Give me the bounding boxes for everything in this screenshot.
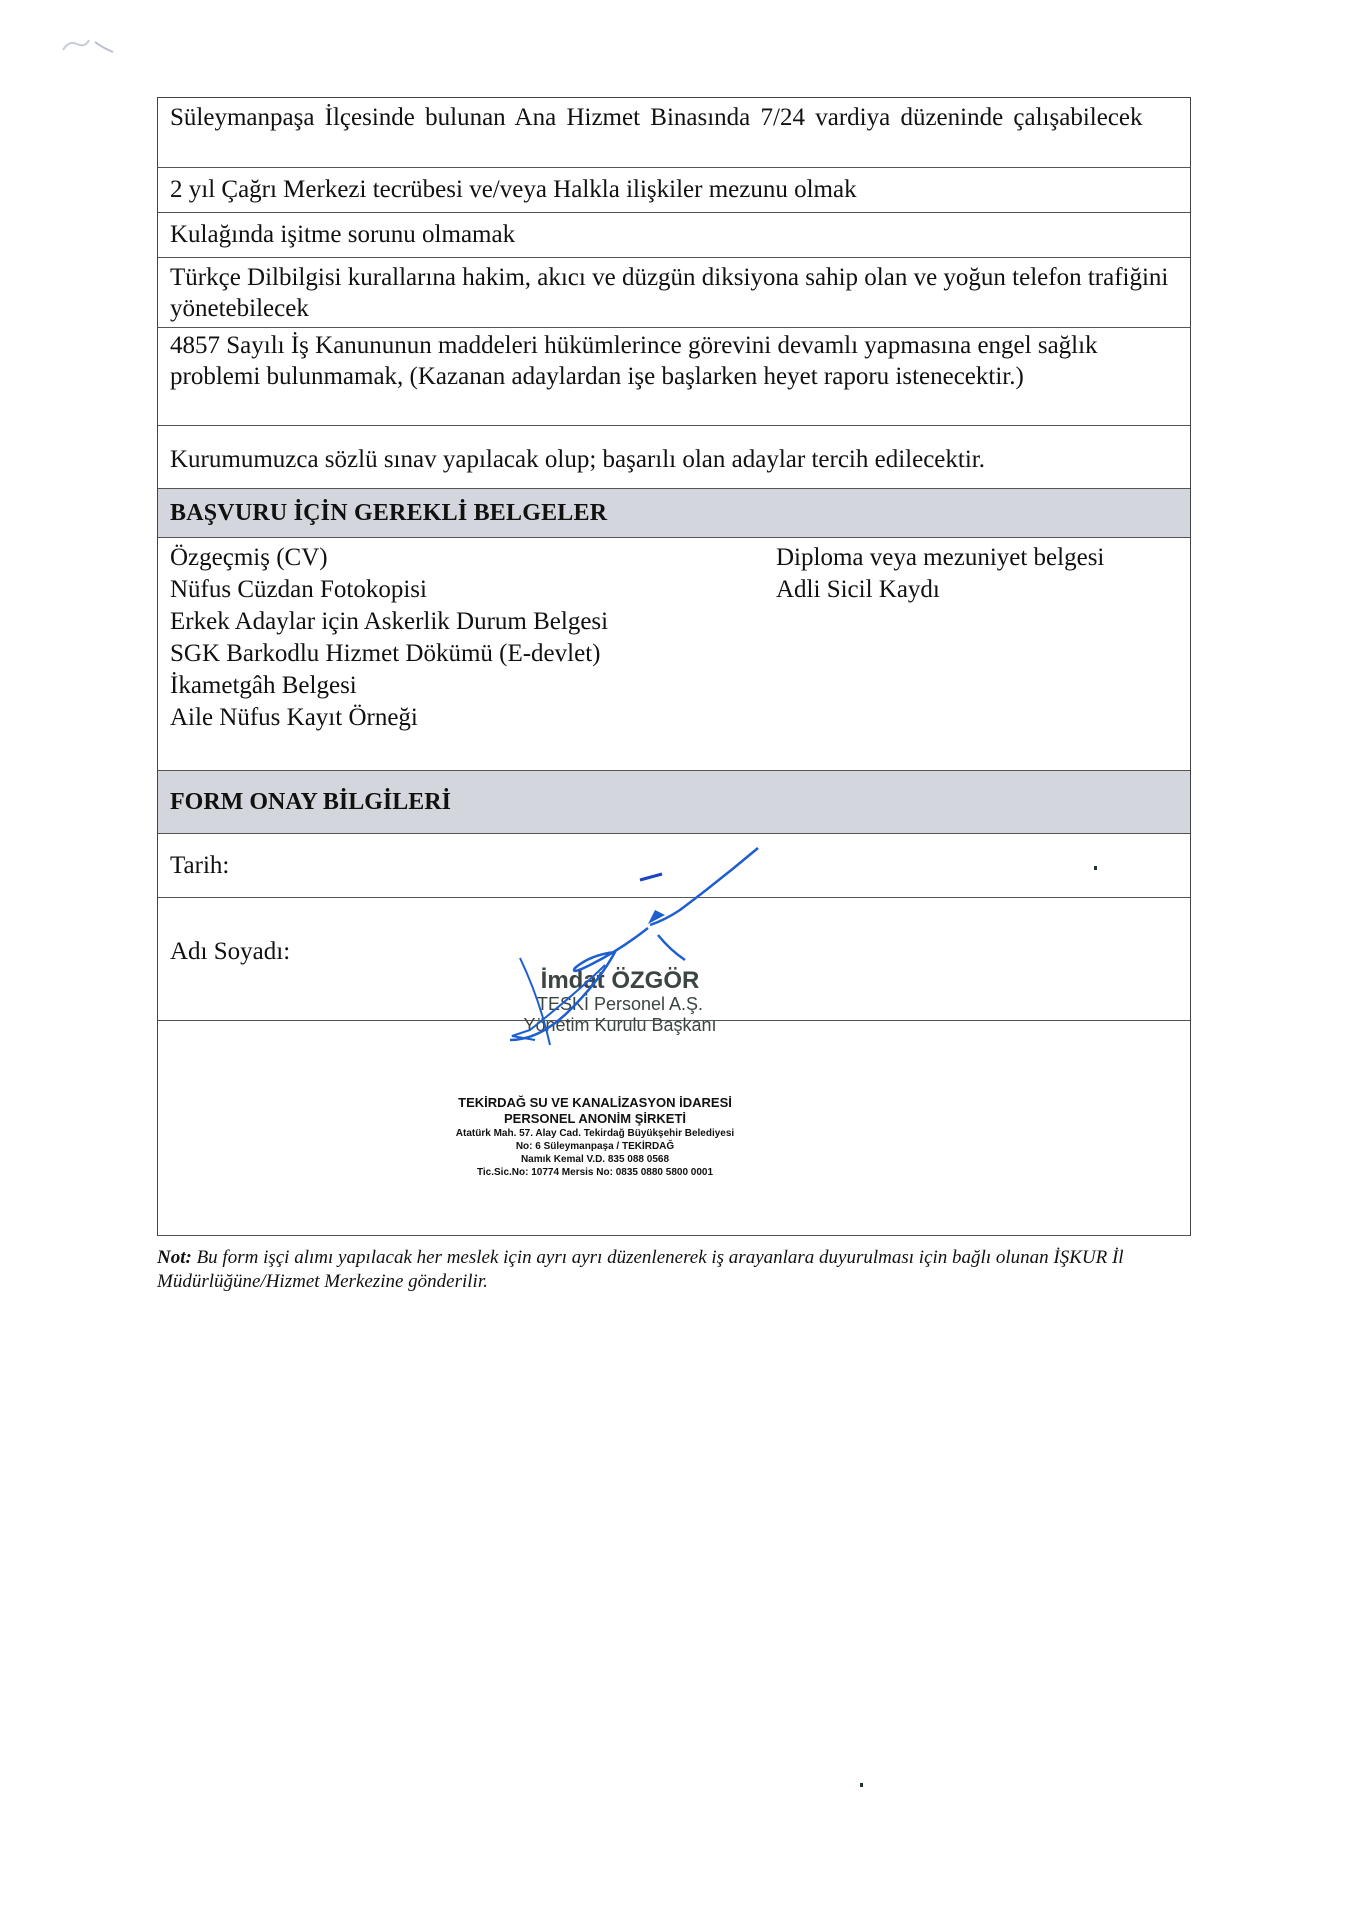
scan-artifact-mark — [55, 28, 125, 58]
stamp-line: Tic.Sic.No: 10774 Mersis No: 0835 0880 5800 0001 — [476, 1167, 714, 1178]
requirement-row — [158, 426, 1190, 489]
requirement-row — [158, 328, 1190, 426]
document-item: İkametgâh Belgesi — [170, 672, 357, 699]
scan-speck — [860, 1783, 863, 1787]
document-item: Aile Nüfus Kayıt Örneği — [170, 704, 418, 731]
name-label: Adı Soyadı: — [170, 938, 291, 965]
section-title: BAŞVURU İÇİN GEREKLİ BELGELER — [170, 500, 608, 526]
requirement-text: Kurumumuzca sözlü sınav yapılacak olup; başarılı olan adaylar tercih edilecektir. — [170, 446, 985, 473]
document-item: Adli Sicil Kaydı — [776, 576, 940, 603]
document-item: Özgeçmiş (CV) — [170, 544, 328, 571]
signatory-company: TESKİ Personel A.Ş. — [536, 994, 704, 1014]
footnote-label: Not: — [157, 1247, 192, 1268]
documents-column-2 — [776, 542, 1178, 770]
requirement-text: Süleymanpaşa İlçesinde bulunan Ana Hizmet Binasında 7/24 vardiya düzeninde çalışabilecek — [170, 104, 1143, 131]
footnote-text: Bu form işçi alımı yapılacak her meslek için ayrı ayrı düzenlenerek iş arayanlara duyurulması için bağlı olunan İŞKUR İl Müdürlüğüne/Hizmet Merkezine gönderilir. — [157, 1247, 1124, 1292]
stamp-line: PERSONEL ANONİM ŞİRKETİ — [503, 1111, 687, 1126]
signatory-name: İmdat ÖZGÖR — [540, 967, 700, 994]
requirement-row — [158, 168, 1190, 213]
requirement-row — [158, 258, 1190, 328]
date-label: Tarih: — [170, 852, 230, 879]
signature-name-stamp — [490, 968, 750, 1036]
stamp-line: Atatürk Mah. 57. Alay Cad. Tekirdağ Büyükşehir Belediyesi — [455, 1128, 735, 1139]
company-stamp — [430, 1095, 760, 1179]
requirement-text: 4857 Sayılı İş Kanununun maddeleri hükümlerince görevini devamlı yapmasına engel sağlık problemi bulunmamak, (Kazanan adaylardan işe başlarken heyet raporu istenecektir.) — [170, 332, 1098, 390]
section-title: FORM ONAY BİLGİLERİ — [170, 789, 451, 815]
requirement-text: 2 yıl Çağrı Merkezi tecrübesi ve/veya Halkla ilişkiler mezunu olmak — [170, 176, 857, 203]
stamp-line: TEKİRDAĞ SU VE KANALİZASYON İDARESİ — [458, 1095, 732, 1110]
signatory-title: Yönetim Kurulu Başkanı — [523, 1015, 717, 1035]
requirement-text: Türkçe Dilbilgisi kurallarına hakim, akıcı ve düzgün diksiyona sahip olan ve yoğun telefon trafiğini yönetebilecek — [170, 264, 1169, 322]
document-item: SGK Barkodlu Hizmet Dökümü (E-devlet) — [170, 640, 601, 667]
section-header-approval — [158, 771, 1190, 834]
documents-column-1 — [170, 542, 776, 770]
job-posting-form-table — [157, 97, 1191, 1236]
document-item: Erkek Adaylar için Askerlik Durum Belgesi — [170, 608, 609, 635]
requirement-text: Kulağında işitme sorunu olmamak — [170, 221, 516, 248]
stamp-line: Namık Kemal V.D. 835 088 0568 — [520, 1154, 670, 1165]
date-row — [158, 834, 1190, 898]
requirement-row — [158, 98, 1190, 168]
stamp-line: No: 6 Süleymanpaşa / TEKİRDAĞ — [515, 1141, 675, 1152]
section-header-documents — [158, 489, 1190, 538]
requirement-row — [158, 213, 1190, 258]
footnote — [157, 1246, 1197, 1294]
document-item: Nüfus Cüzdan Fotokopisi — [170, 576, 427, 603]
scan-speck — [1094, 866, 1097, 870]
documents-list — [158, 538, 1190, 771]
document-item: Diploma veya mezuniyet belgesi — [776, 544, 1105, 571]
